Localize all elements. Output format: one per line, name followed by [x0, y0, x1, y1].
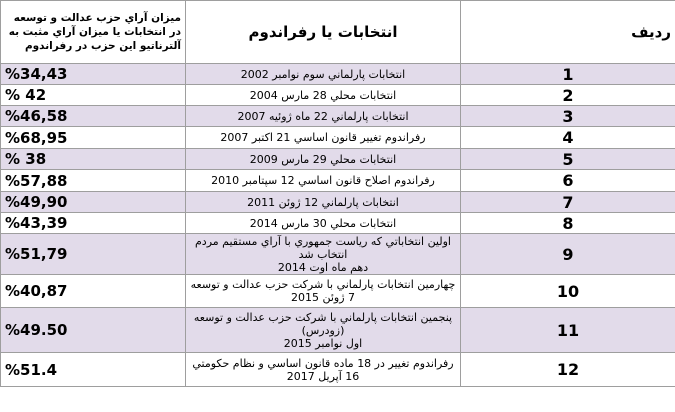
row-number-cell: 4	[461, 127, 675, 149]
election-name-line: (زودرس)	[301, 323, 345, 337]
vote-share-cell: %46,58	[1, 106, 186, 127]
election-name-cell	[186, 234, 461, 275]
row-number-cell: 9	[461, 234, 675, 275]
election-name-line: انتخابات پارلماني سوم نوامبر 2002	[240, 67, 406, 81]
table-body	[1, 64, 675, 387]
row-number-cell: 2	[461, 85, 675, 106]
election-name-cell	[186, 192, 461, 213]
election-name-cell	[186, 353, 461, 387]
election-name-line: انتخابات پارلماني 12 ژوئن 2011	[247, 195, 399, 209]
row-number-cell: 3	[461, 106, 675, 127]
election-name-line: انتخاب شد	[298, 247, 348, 261]
vote-share-cell: % 38	[1, 149, 186, 170]
table-row	[1, 353, 675, 387]
table-row	[1, 64, 675, 85]
election-name-cell	[186, 106, 461, 127]
vote-share-cell: %57,88	[1, 170, 186, 192]
election-name-cell	[186, 308, 461, 353]
election-name-cell	[186, 64, 461, 85]
election-name-line: انتخابات محلي 28 مارس 2004	[249, 88, 397, 102]
election-name-line: اول نوامبر 2015	[283, 336, 363, 350]
election-name-line: چهارمين انتخابات پارلماني با شركت حزب عدالت و توسعه	[190, 278, 456, 291]
election-name-line: اولين انتخاباتي كه رياست جمهوري با آراي مستقيم مردم	[195, 234, 451, 248]
election-name-line: 7 ژوئن 2015	[290, 291, 356, 304]
vote-share-cell: %43,39	[1, 213, 186, 234]
row-number-cell: 5	[461, 149, 675, 170]
vote-share-cell: %68,95	[1, 127, 186, 149]
row-number-cell: 1	[461, 64, 675, 85]
election-name-cell	[186, 170, 461, 192]
election-name-line: دهم ماه اوت 2014	[277, 260, 369, 274]
row-number-cell: 12	[461, 353, 675, 387]
row-number-cell: 7	[461, 192, 675, 213]
vote-share-cell: %51.4	[1, 353, 186, 387]
table-row	[1, 170, 675, 192]
vote-share-cell: %34,43	[1, 64, 186, 85]
row-number-cell: 6	[461, 170, 675, 192]
header-row-number: رديف	[461, 1, 675, 64]
table-row	[1, 85, 675, 106]
vote-share-cell: %51,79	[1, 234, 186, 275]
election-name-line: پنجمين انتخابات پارلماني با شركت حزب عدالت و توسعه	[193, 310, 453, 324]
vote-share-cell: % 42	[1, 85, 186, 106]
table-row	[1, 149, 675, 170]
election-name-line: 16 آپريل 2017	[286, 369, 360, 383]
election-name-cell	[186, 213, 461, 234]
election-name-cell	[186, 127, 461, 149]
table-row	[1, 127, 675, 149]
table-row	[1, 275, 675, 308]
election-name-line: انتخابات محلي 30 مارس 2014	[249, 216, 397, 230]
election-name-cell	[186, 85, 461, 106]
row-number-cell: 8	[461, 213, 675, 234]
election-name-line: انتخابات پارلماني 22 ماه ژوئيه 2007	[237, 109, 409, 123]
election-name-line: انتخابات محلي 29 مارس 2009	[249, 152, 397, 166]
table-row	[1, 234, 675, 275]
election-name-line: رفراندوم اصلاح قانون اساسي 12 سپتامبر 2010	[211, 174, 435, 187]
table-row	[1, 308, 675, 353]
election-name-cell	[186, 275, 461, 308]
table-row	[1, 192, 675, 213]
vote-share-cell: %49,90	[1, 192, 186, 213]
row-number-cell: 11	[461, 308, 675, 353]
header-election: انتخابات يا رفراندوم	[186, 1, 461, 64]
table-row	[1, 106, 675, 127]
election-name-line: رفراندوم تغيير در 18 ماده قانون اساسي و نظام حكومتي	[192, 356, 454, 370]
table-row	[1, 213, 675, 234]
row-number-cell: 10	[461, 275, 675, 308]
vote-share-cell: %49.50	[1, 308, 186, 353]
election-name-line: رفراندوم تغيير قانون اساسي 21 اكتبر 2007	[220, 131, 426, 144]
election-name-cell	[186, 149, 461, 170]
header-row	[1, 1, 675, 64]
header-vote-share: ميزان آراي حزب عدالت و توسعه در انتخابات يا ميزان آراي مثبت به آلترناتيو اين حزب در رفراندوم	[1, 1, 186, 64]
vote-share-cell: %40,87	[1, 275, 186, 308]
